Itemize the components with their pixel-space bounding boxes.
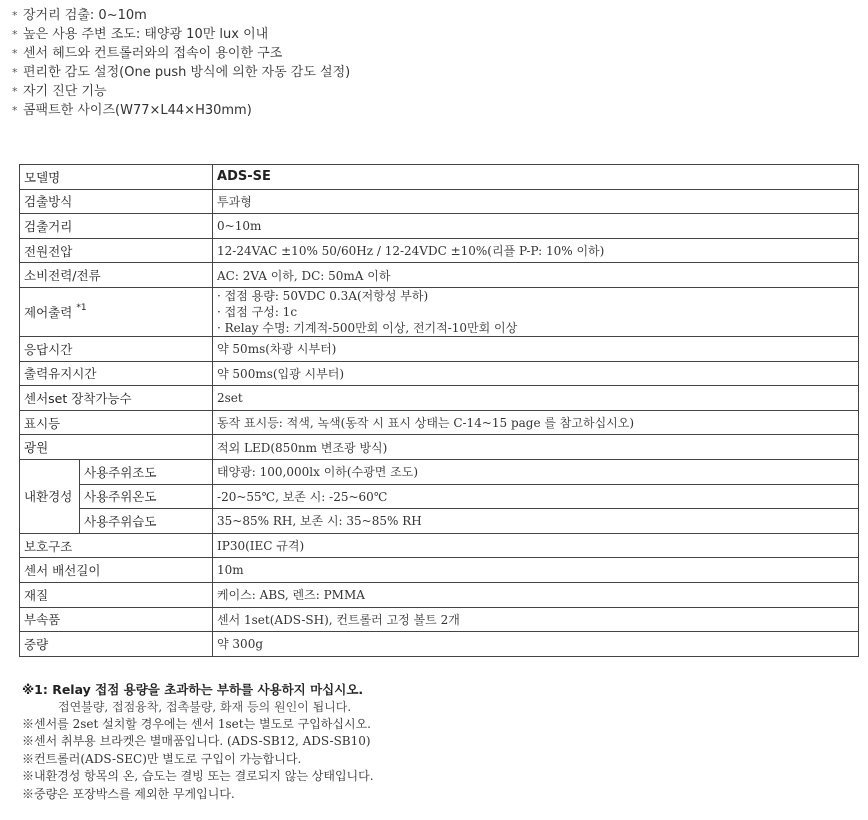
spec-value: 10m xyxy=(213,558,859,583)
feature-item: * 편리한 감도 설정(One push 방식에 의한 자동 감도 설정) xyxy=(12,65,351,80)
table-row xyxy=(20,287,859,336)
spec-label: 검출방식 xyxy=(20,189,213,214)
spec-sublabel: 사용주위습도 xyxy=(80,509,213,534)
spec-value: AC: 2VA 이하, DC: 50mA 이하 xyxy=(213,263,859,288)
table-row xyxy=(20,459,859,484)
table-row xyxy=(20,582,859,607)
table-row xyxy=(20,165,859,190)
table-row xyxy=(20,533,859,558)
spec-value: 동작 표시등: 적색, 녹색(동작 시 표시 상태는 C-14~15 page 를 참고하십시오) xyxy=(213,410,859,435)
environment-label: 내환경성 xyxy=(20,459,80,533)
note-item: ※내환경성 항목의 온, 습도는 결빙 또는 결로되지 않는 상태입니다. xyxy=(22,769,374,784)
bullet: * xyxy=(12,28,18,41)
spec-label: 센서set 장착가능수 xyxy=(20,386,213,411)
spec-value: 센서 1set(ADS-SH), 컨트롤러 고정 볼트 2개 xyxy=(213,607,859,632)
spec-value: IP30(IEC 규격) xyxy=(213,533,859,558)
control-line: · 접점 용량: 50VDC 0.3A(저항성 부하) xyxy=(217,288,429,303)
feature-item: * 자기 진단 기능 xyxy=(12,84,107,99)
table-row xyxy=(20,607,859,632)
spec-value: 2set xyxy=(213,386,859,411)
note-item: ※센서 취부용 브라켓은 별매품입니다. (ADS-SB12, ADS-SB10) xyxy=(22,734,371,749)
table-row xyxy=(20,558,859,583)
footnote-mark: *1 xyxy=(76,302,87,313)
spec-label: 소비전력/전류 xyxy=(20,263,213,288)
table-row xyxy=(20,238,859,263)
spec-label: 중량 xyxy=(20,632,213,657)
spec-label: 모델명 xyxy=(20,165,213,190)
spec-value: 약 300g xyxy=(213,632,859,657)
spec-label: 출력유지시간 xyxy=(20,361,213,386)
table-row xyxy=(20,336,859,361)
model-name: ADS-SE xyxy=(213,165,859,190)
spec-label: 표시등 xyxy=(20,410,213,435)
spec-value: 적외 LED(850nm 변조광 방식) xyxy=(213,435,859,460)
note-sub: 접연불량, 접점융착, 접촉불량, 화재 등의 원인이 됩니다. xyxy=(58,700,352,714)
spec-value: -20~55℃, 보존 시: -25~60℃ xyxy=(213,484,859,509)
spec-value: 약 50ms(차광 시부터) xyxy=(213,336,859,361)
feature-item: * 높은 사용 주변 조도: 태양광 10만 lux 이내 xyxy=(12,27,269,42)
spec-sublabel: 사용주위조도 xyxy=(80,459,213,484)
bullet: * xyxy=(12,9,18,22)
spec-label: 응답시간 xyxy=(20,336,213,361)
bullet: * xyxy=(12,47,18,60)
spec-sublabel: 사용주위온도 xyxy=(80,484,213,509)
spec-label: 재질 xyxy=(20,582,213,607)
bullet: * xyxy=(12,85,18,98)
note-item: ※컨트롤러(ADS-SEC)만 별도로 구입이 가능합니다. xyxy=(22,751,302,766)
spec-value: 약 500ms(입광 시부터) xyxy=(213,361,859,386)
spec-value: 투과형 xyxy=(213,189,859,214)
feature-item: * 센서 헤드와 컨트롤러와의 접속이 용이한 구조 xyxy=(12,46,283,61)
control-line: · Relay 수명: 기계적-500만회 이상, 전기적-10만회 이상 xyxy=(217,320,518,335)
spec-value: 0~10m xyxy=(213,214,859,239)
table-row xyxy=(20,410,859,435)
table-row xyxy=(20,509,859,534)
spec-label: 광원 xyxy=(20,435,213,460)
spec-label: 보호구조 xyxy=(20,533,213,558)
spec-table xyxy=(19,164,859,657)
table-row xyxy=(20,263,859,288)
spec-label: 검출거리 xyxy=(20,214,213,239)
notes-section xyxy=(22,681,852,803)
table-row xyxy=(20,484,859,509)
spec-value: 12-24VAC ±10% 50/60Hz / 12-24VDC ±10%(리플 P-P: 10% 이하) xyxy=(213,238,859,263)
spec-label: 센서 배선길이 xyxy=(20,558,213,583)
spec-value xyxy=(213,287,859,336)
feature-item: * 장거리 검출: 0~10m xyxy=(12,8,147,23)
note-item: ※센서를 2set 설치할 경우에는 센서 1set는 별도로 구입하십시오. xyxy=(22,717,371,731)
table-row xyxy=(20,632,859,657)
spec-label: 제어출력 $^{*1}$ xyxy=(20,287,213,336)
bullet: * xyxy=(12,66,18,79)
spec-value: 케이스: ABS, 렌즈: PMMA xyxy=(213,582,859,607)
table-row xyxy=(20,214,859,239)
spec-value: 태양광: 100,000lx 이하(수광면 조도) xyxy=(213,459,859,484)
spec-value: 35~85% RH, 보존 시: 35~85% RH xyxy=(213,509,859,534)
spec-label: 부속품 xyxy=(20,607,213,632)
feature-item: * 콤팩트한 사이즈(W77×L44×H30mm) xyxy=(12,103,252,118)
note-main: ※1: Relay 접점 용량을 초과하는 부하를 사용하지 마십시오. xyxy=(22,682,364,697)
spec-label: 전원전압 xyxy=(20,238,213,263)
table-row xyxy=(20,435,859,460)
control-line: · 접점 구성: 1c xyxy=(217,304,298,319)
note-item: ※중량은 포장박스를 제외한 무게입니다. xyxy=(22,786,235,801)
bullet: * xyxy=(12,104,18,117)
table-row xyxy=(20,361,859,386)
table-row xyxy=(20,189,859,214)
table-row xyxy=(20,386,859,411)
feature-list xyxy=(12,6,350,120)
